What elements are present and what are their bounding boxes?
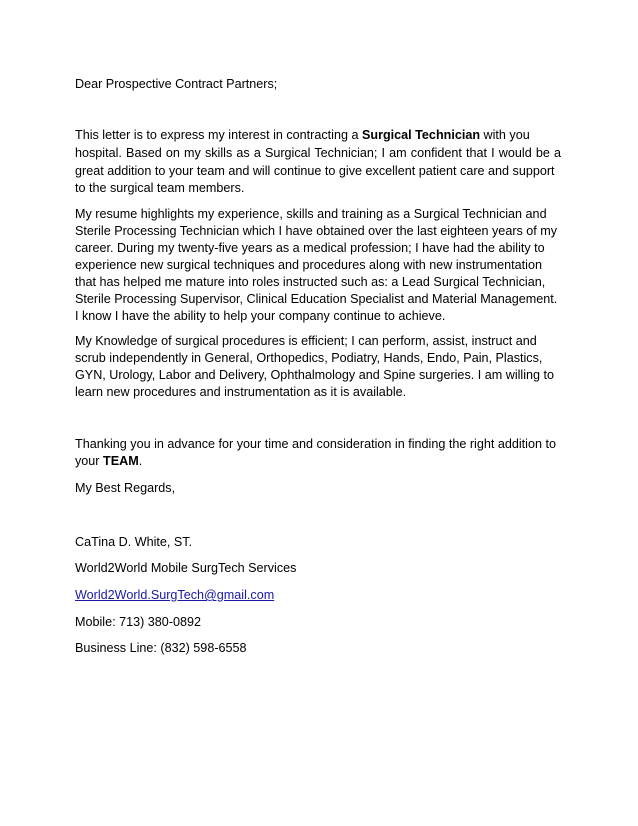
thanks-line2 (75, 453, 142, 469)
paragraph2-line6: Sterile Processing Supervisor, Clinical Education Specialist and Material Management. (75, 292, 558, 306)
paragraph3-line4: learn new procedures and instrumentation as it is available. (75, 385, 407, 399)
paragraph1-line1-tail: with you (480, 128, 530, 142)
paragraph2-line1: My resume highlights my experience, skills and training as a Surgical Technician and (75, 207, 547, 221)
closing: My Best Regards, (75, 481, 176, 495)
signature-mobile: Mobile: 713) 380-0892 (75, 615, 202, 629)
signature-company: World2World Mobile SurgTech Services (75, 561, 297, 575)
thanks-line2-tail: . (138, 454, 143, 468)
paragraph3-line1: My Knowledge of surgical procedures is efficient; I can perform, assist, instruct and (75, 334, 537, 348)
paragraph2-line2: Sterile Processing Technician which I have obtained over the last eighteen years of my (75, 224, 558, 238)
paragraph2-line3: career. During my twenty-five years as a medical profession; I have had the ability to (75, 241, 545, 255)
paragraph3-line2: scrub independently in General, Orthopedics, Podiatry, Hands, Endo, Pain, Plastics, (75, 351, 543, 365)
paragraph1-line3: great addition to your team and will continue to give excellent patient care and support (75, 164, 555, 178)
signature-name: CaTina D. White, ST. (75, 535, 193, 549)
paragraph1-line1-text: This letter is to express my interest in contracting a (75, 128, 362, 142)
paragraph1-line2: hospital. Based on my skills as a Surgical Technician; I am confident that I would be a (75, 146, 561, 160)
paragraph3-line3: GYN, Urology, Labor and Delivery, Ophthalmology and Spine surgeries. I am willing to (75, 368, 555, 382)
paragraph1-line1 (75, 127, 530, 143)
signature-business-line: Business Line: (832) 598-6558 (75, 641, 247, 655)
thanks-bold-team: TEAM (103, 454, 139, 468)
email-link[interactable]: World2World.SurgTech@gmail.com (75, 588, 275, 602)
paragraph1-bold-role: Surgical Technician (361, 128, 481, 142)
paragraph2-line5: that has helped me mature into roles instructed such as: a Lead Surgical Technician, (75, 275, 546, 289)
paragraph2-line4: experience new surgical techniques and procedures along with new instrumentation (75, 258, 542, 272)
paragraph1-line4: to the surgical team members. (75, 181, 245, 195)
salutation: Dear Prospective Contract Partners; (75, 77, 278, 91)
thanks-line1: Thanking you in advance for your time and consideration in finding the right addition to (75, 437, 556, 451)
paragraph2-line7: I know I have the ability to help your company continue to achieve. (75, 309, 446, 323)
thanks-line2-text: your (75, 454, 103, 468)
